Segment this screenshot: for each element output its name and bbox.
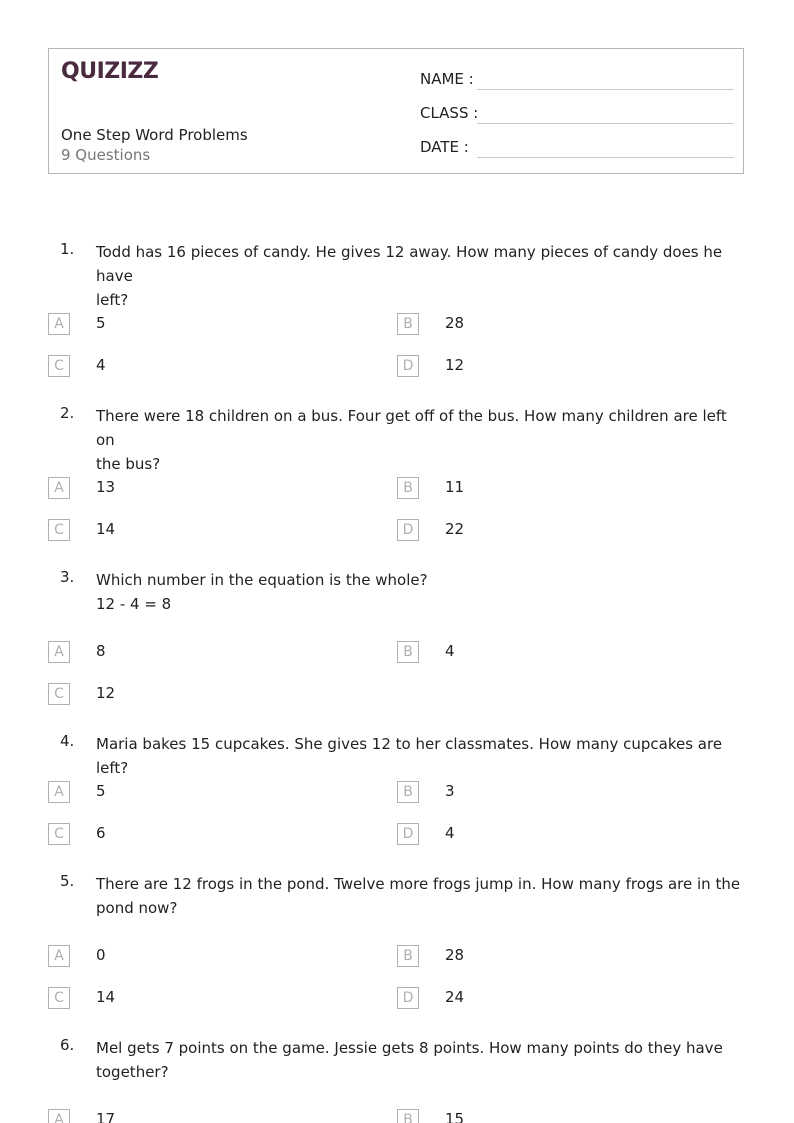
question-text [96, 732, 741, 780]
worksheet-title: One Step Word Problems [61, 126, 248, 144]
option-text: 13 [96, 478, 116, 496]
option-text: 3 [445, 782, 455, 800]
option-letter-box[interactable]: B [397, 781, 419, 803]
option-text: 4 [445, 824, 455, 842]
question-text-line: the bus? [96, 455, 161, 473]
question-text [96, 872, 741, 920]
option-text: 0 [96, 946, 106, 964]
option-letter-box[interactable]: C [48, 823, 70, 845]
option-text: 12 [96, 684, 116, 702]
date-label: DATE : [420, 138, 469, 156]
option-letter-box[interactable]: B [397, 313, 419, 335]
option-text: 28 [445, 314, 465, 332]
option-text: 17 [96, 1110, 116, 1123]
option-text: 11 [445, 478, 465, 496]
option-letter-box[interactable]: D [397, 823, 419, 845]
option-text: 22 [445, 520, 465, 538]
question-number: 1. [60, 240, 75, 258]
option-text: 24 [445, 988, 465, 1006]
question-text-line: together? [96, 1063, 169, 1081]
question-text-line: pond now? [96, 899, 178, 917]
option-letter-box[interactable]: B [397, 945, 419, 967]
option-letter-box[interactable]: A [48, 781, 70, 803]
question-text-line: There were 18 children on a bus. Four get off of the bus. How many children are left on [96, 407, 727, 449]
option-letter-box[interactable]: D [397, 519, 419, 541]
option-text: 5 [96, 314, 106, 332]
question-text-line: Maria bakes 15 cupcakes. She gives 12 to her classmates. How many cupcakes are left? [96, 735, 723, 777]
option-text: 28 [445, 946, 465, 964]
option-text: 15 [445, 1110, 465, 1123]
question-number: 5. [60, 872, 75, 890]
quizizz-logo: QUIZIZZ [61, 59, 159, 84]
option-letter-box[interactable]: C [48, 519, 70, 541]
question-count: 9 Questions [61, 146, 151, 164]
question-text [96, 1036, 741, 1084]
option-letter-box[interactable]: B [397, 477, 419, 499]
question-number: 6. [60, 1036, 75, 1054]
question-text-line: left? [96, 291, 129, 309]
option-text: 14 [96, 520, 116, 538]
question-number: 3. [60, 568, 75, 586]
option-text: 4 [96, 356, 106, 374]
option-letter-box[interactable]: D [397, 355, 419, 377]
option-letter-box[interactable]: A [48, 1109, 70, 1123]
question-text [96, 404, 741, 476]
question-text [96, 568, 741, 616]
option-letter-box[interactable]: A [48, 313, 70, 335]
option-text: 12 [445, 356, 465, 374]
option-letter-box[interactable]: D [397, 987, 419, 1009]
option-text: 6 [96, 824, 106, 842]
option-letter-box[interactable]: B [397, 641, 419, 663]
option-letter-box[interactable]: C [48, 355, 70, 377]
question-number: 2. [60, 404, 75, 422]
option-letter-box[interactable]: A [48, 641, 70, 663]
question-text-line: Todd has 16 pieces of candy. He gives 12 away. How many pieces of candy does he have [96, 243, 723, 285]
option-text: 14 [96, 988, 116, 1006]
question-text-line: 12 - 4 = 8 [96, 595, 172, 613]
question-text-line: There are 12 frogs in the pond. Twelve more frogs jump in. How many frogs are in the [96, 875, 741, 893]
question-text-line: Mel gets 7 points on the game. Jessie gets 8 points. How many points do they have [96, 1039, 723, 1057]
class-label: CLASS : [420, 104, 479, 122]
option-letter-box[interactable]: C [48, 683, 70, 705]
option-letter-box[interactable]: B [397, 1109, 419, 1123]
question-text-line: Which number in the equation is the whole? [96, 571, 428, 589]
option-letter-box[interactable]: C [48, 987, 70, 1009]
option-text: 5 [96, 782, 106, 800]
option-letter-box[interactable]: A [48, 945, 70, 967]
option-text: 4 [445, 642, 455, 660]
option-letter-box[interactable]: A [48, 477, 70, 499]
option-text: 8 [96, 642, 106, 660]
question-text [96, 240, 741, 312]
name-label: NAME : [420, 70, 474, 88]
question-number: 4. [60, 732, 75, 750]
